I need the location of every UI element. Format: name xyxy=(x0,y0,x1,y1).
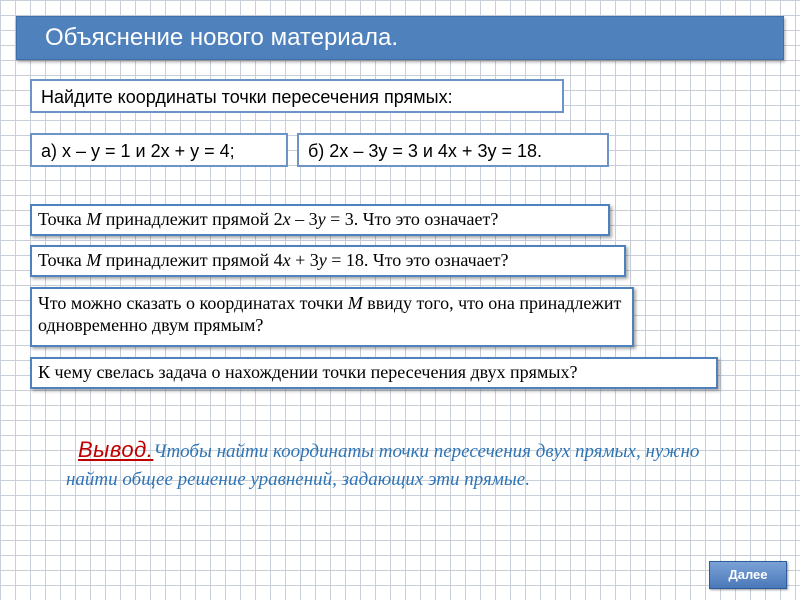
q4-text: К чему свелась задача о нахождении точки пересечения двух прямых? xyxy=(38,362,578,382)
task-prompt-box xyxy=(30,79,564,113)
slide-header xyxy=(16,16,784,60)
conclusion-text: Чтобы найти координаты точки пересечения двух прямых, нужно найти общее решение уравнений, задающих эти прямые. xyxy=(66,441,700,490)
q1-var-y: y xyxy=(317,209,326,229)
slide-title: Объяснение нового материала. xyxy=(45,24,399,51)
question-3-box xyxy=(30,287,634,347)
q3-var-m: M xyxy=(347,293,363,313)
question-2-box xyxy=(30,245,626,277)
q1-var-m: M xyxy=(86,209,102,229)
task-option-a-box xyxy=(30,133,288,167)
question-4-box xyxy=(30,357,718,389)
q2-text-plus: + 3 xyxy=(290,250,319,270)
task-option-b-text: б) 2x – 3y = 3 и 4x + 3y = 18. xyxy=(308,141,542,161)
q2-text-post: = 18. Что это означает? xyxy=(326,250,509,270)
task-option-a-text: а) x – y = 1 и 2x + y = 4; xyxy=(41,141,235,161)
q1-text-mid: принадлежит прямой 2 xyxy=(101,209,283,229)
task-prompt-text: Найдите координаты точки пересечения прямых: xyxy=(41,87,453,107)
q2-var-m: M xyxy=(86,250,102,270)
q3-text-post: ввиду того, что она принадлежит одновременно двум прямым? xyxy=(38,293,622,335)
conclusion-label: Вывод. xyxy=(78,437,154,462)
q1-text-post: = 3. Что это означает? xyxy=(325,209,499,229)
task-option-b-box xyxy=(297,133,609,167)
q2-var-y: y xyxy=(318,250,327,270)
next-button[interactable]: Далее xyxy=(709,561,787,589)
q2-text-pre: Точка xyxy=(38,250,87,270)
question-1-box xyxy=(30,204,610,236)
conclusion-block xyxy=(66,436,746,494)
q1-text-minus: – 3 xyxy=(290,209,318,229)
q3-text-pre: Что можно сказать о координатах точки xyxy=(38,293,348,313)
q1-text-pre: Точка xyxy=(38,209,87,229)
q1-var-x: x xyxy=(282,209,291,229)
q2-var-x: x xyxy=(282,250,291,270)
q2-text-mid: принадлежит прямой 4 xyxy=(101,250,283,270)
